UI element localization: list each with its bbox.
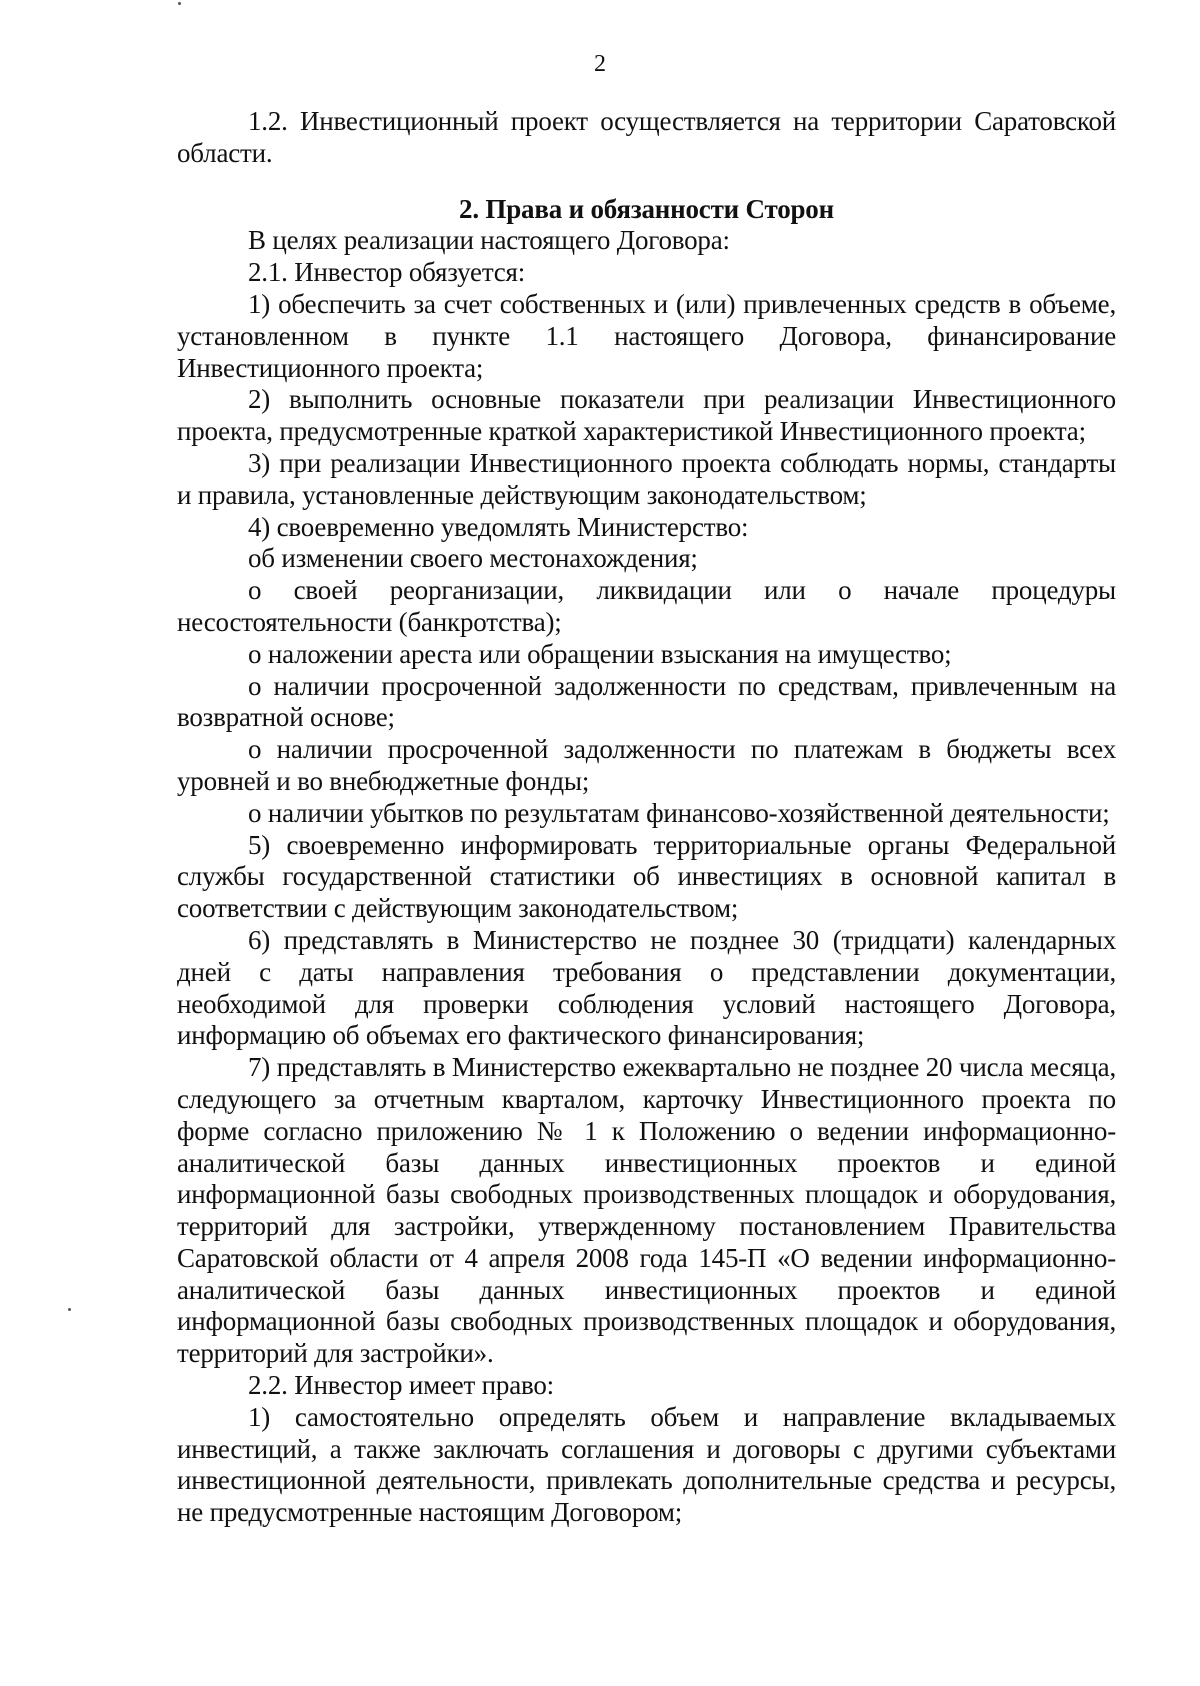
paragraph: 4) своевременно уведомлять Министерство: <box>248 511 749 542</box>
paragraph: 2.1. Инвестор обязуется: <box>248 257 526 288</box>
paragraph: 2) выполнить основные показатели при реализации Инвестиционного проекта, предусмотренные краткой характеристикой Инвестиционного проекта; <box>177 384 1116 447</box>
section-heading: 2. Права и обязанности Сторон <box>459 193 834 224</box>
scan-speck <box>68 1308 71 1311</box>
paragraph: о своей реорганизации, ликвидации или о начале процедуры несостоятельности (банкротства); <box>177 575 1116 637</box>
paragraph: о наложении ареста или обращении взыскания на имущество; <box>248 638 952 669</box>
paragraph: 5) своевременно информировать территориальные органы Федеральной службы государственной статистики об инвестициях в основной капитал в соответствии с действующим законодательством; <box>177 829 1116 924</box>
document-body <box>177 106 1116 1529</box>
paragraph: 6) представлять в Министерство не позднее 30 (тридцати) календарных дней с даты направления требования о представлении документации, необходимой для проверки соблюдения условий настоящего Договора, информацию об объемах его фактического финансирования; <box>177 924 1116 1051</box>
paragraph: 3) при реализации Инвестиционного проекта соблюдать нормы, стандарты и правила, установленные действующим законодательством; <box>177 447 1116 510</box>
paragraph: о наличии просроченной задолженности по платежам в бюджеты всех уровней и во внебюджетные фонды; <box>177 734 1116 796</box>
paragraph: о наличии убытков по результатам финансово-хозяйственной деятельности; <box>248 797 1110 828</box>
paragraph: 1) самостоятельно определять объем и направление вкладываемых инвестиций, а также заключать соглашения и договоры с другими субъектами инвестиционной деятельности, привлекать дополнительные средства и ресурсы, не предусмотренные настоящим Договором; <box>177 1401 1116 1528</box>
paragraph: 1) обеспечить за счет собственных и (или) привлеченных средств в объеме, установленном в пункте 1.1 настоящего Договора, финансирование Инвестиционного проекта; <box>177 288 1116 383</box>
paragraph: В целях реализации настоящего Договора: <box>248 225 730 256</box>
paragraph: 7) представлять в Министерство ежеквартально не позднее 20 числа месяца, следующего за отчетным кварталом, карточку Инвестиционного проекта по форме согласно приложению № 1 к Положению о ведении информационно-аналитической базы данных инвестиционных проектов и единой информационной базы свободных производственных площадок и оборудования, территорий для застройки, утвержденному постановлением Правительства Саратовской области от 4 апреля 2008 года 145-П «О ведении информационно-аналитической базы данных инвестиционных проектов и единой информационной базы свободных производственных площадок и оборудования, территорий для застройки». <box>177 1052 1116 1369</box>
paragraph: о наличии просроченной задолженности по средствам, привлеченным на возвратной основе; <box>177 670 1116 733</box>
page-number: 2 <box>594 51 606 77</box>
paragraph: об изменении своего местонахождения; <box>248 543 698 574</box>
paragraph: 2.2. Инвестор имеет право: <box>248 1370 554 1401</box>
paragraph-1-2: 1.2. Инвестиционный проект осуществляется на территории Саратовской области. <box>177 106 1116 168</box>
scan-speck <box>178 2 181 5</box>
